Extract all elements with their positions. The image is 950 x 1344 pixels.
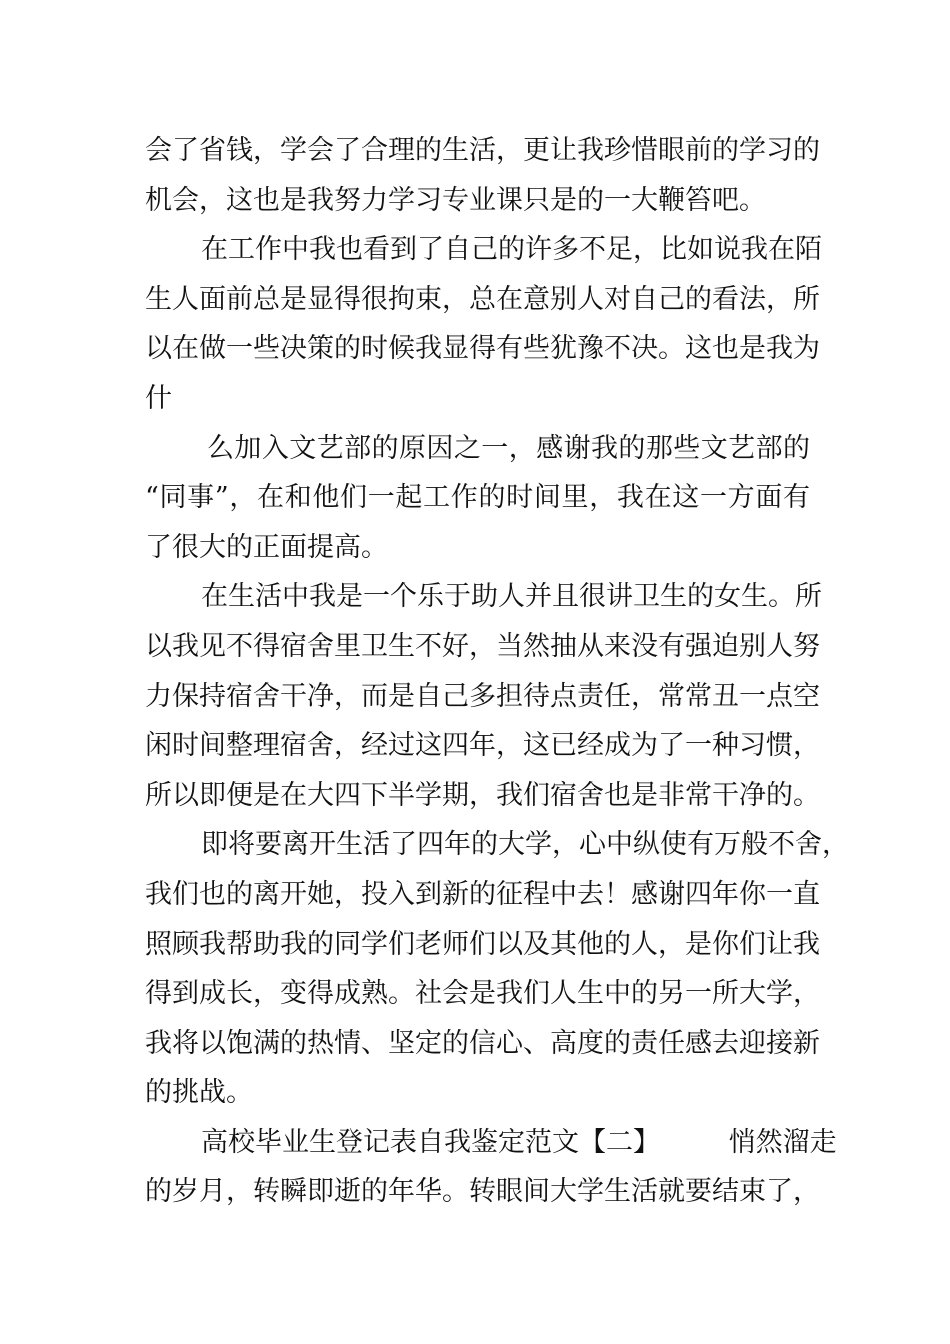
section-heading-line: 高校毕业生登记表自我鉴定范文【二】 悄然溜走 xyxy=(201,1126,837,1158)
text-line: 我将以饱满的热情、坚定的信心、高度的责任感去迎接新 xyxy=(145,1027,820,1059)
text-line: “同事”，在和他们一起工作的时间里，我在这一方面有 xyxy=(145,482,810,514)
paragraph-start-line: 即将要离开生活了四年的大学，心中纵使有万般不舍， xyxy=(201,829,849,861)
text-line: 机会，这也是我努力学习专业课只是的一大鞭笞吧。 xyxy=(145,184,766,216)
text-line: 的岁月，转瞬即逝的年华。转眼间大学生活就要结束了， xyxy=(145,1176,820,1208)
text-line: 以在做一些决策的时候我显得有些犹豫不决。这也是我为 xyxy=(145,333,820,365)
text-line: 的挑战。 xyxy=(145,1077,253,1109)
text-line: 什 xyxy=(145,382,172,414)
text-line: 照顾我帮助我的同学们老师们以及其他的人，是你们让我 xyxy=(145,928,820,960)
text-line: 闲时间整理宿舍，经过这四年，这已经成为了一种习惯， xyxy=(145,730,820,762)
text-line: 了很大的正面提高。 xyxy=(145,531,388,563)
text-line: 所以即便是在大四下半学期，我们宿舍也是非常干净的。 xyxy=(145,779,820,811)
document-body xyxy=(145,126,849,1217)
paragraph-start-line: 在工作中我也看到了自己的许多不足，比如说我在陌 xyxy=(201,234,822,266)
text-line: 力保持宿舍干净，而是自己多担待点责任，常常丑一点空 xyxy=(145,680,820,712)
text-line: 会了省钱，学会了合理的生活，更让我珍惜眼前的学习的 xyxy=(145,135,820,166)
text-line: 么加入文艺部的原因之一，感谢我的那些文艺部的 xyxy=(207,432,810,464)
text-line: 我们也的离开她，投入到新的征程中去！感谢四年你一直 xyxy=(145,878,820,910)
text-line: 得到成长，变得成熟。社会是我们人生中的另一所大学， xyxy=(145,978,820,1010)
text-line: 以我见不得宿舍里卫生不好，当然抽从来没有强迫别人努 xyxy=(145,630,820,662)
paragraph-start-line: 在生活中我是一个乐于助人并且很讲卫生的女生。所 xyxy=(201,581,822,613)
text-line: 生人面前总是显得很拘束，总在意别人对自己的看法，所 xyxy=(145,283,820,315)
